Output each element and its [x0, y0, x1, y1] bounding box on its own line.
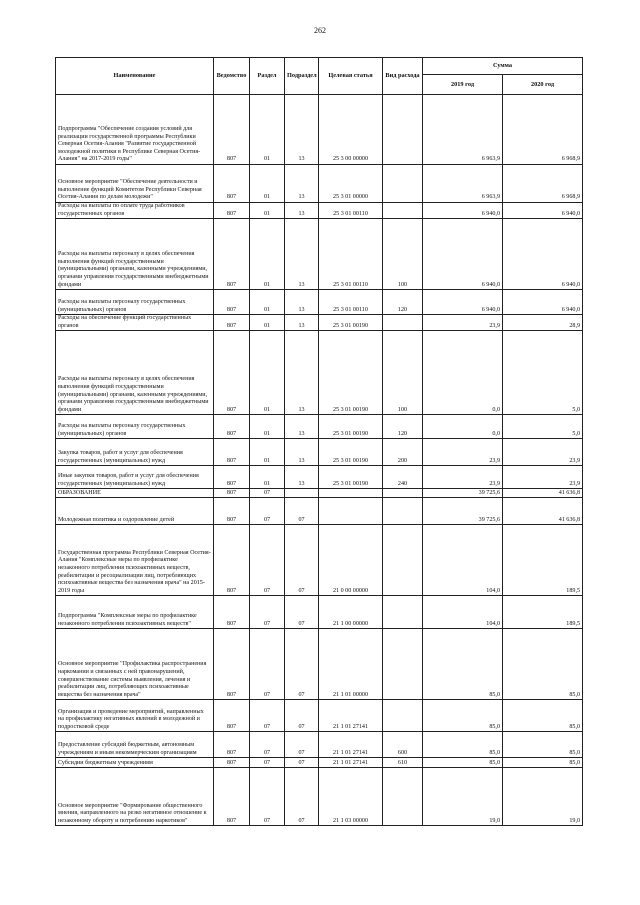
row-section: 01: [250, 203, 285, 219]
row-expense-type: [383, 489, 423, 498]
row-value-2020: 23,9: [503, 466, 583, 489]
row-name: Расходы на выплаты персоналу государственных (муниципальных) органов: [56, 290, 214, 315]
row-expense-type: [383, 203, 423, 219]
table-row: [56, 315, 583, 331]
row-value-2020: 85,0: [503, 758, 583, 768]
row-section: 07: [250, 768, 285, 826]
row-section: 07: [250, 732, 285, 758]
row-subsection: 13: [285, 290, 319, 315]
row-value-2019: 0,0: [423, 331, 503, 415]
row-target: 25 3 01 00000: [319, 165, 383, 203]
row-value-2020: 189,5: [503, 596, 583, 629]
row-target: 25 3 01 00110: [319, 203, 383, 219]
header-name: Наименование: [56, 58, 214, 95]
row-expense-type: 610: [383, 758, 423, 768]
row-value-2020: 6 940,0: [503, 290, 583, 315]
table-row: [56, 596, 583, 629]
table-row: [56, 165, 583, 203]
row-name: Подпрограмма "Обеспечение создания условий для реализации государственной программы Республики Северная Осетия-Алания "Развитие государственной молодежной политики в Республике Северная Осетия-Алания" на 2017-2019 годы": [56, 95, 214, 165]
page-number: 262: [314, 26, 326, 35]
row-value-2020: 5,0: [503, 331, 583, 415]
row-value-2019: 85,0: [423, 629, 503, 700]
row-section: 07: [250, 596, 285, 629]
row-section: 01: [250, 415, 285, 439]
row-name: Расходы на выплаты персоналу в целях обеспечения выполнения функций государственными (муниципальными) органами, казенными учреждениями, органами управления государственными внебюджетными фондами: [56, 219, 214, 290]
row-target: 21 1 03 00000: [319, 768, 383, 826]
row-value-2019: 85,0: [423, 732, 503, 758]
row-section: 01: [250, 331, 285, 415]
row-dept: 807: [214, 290, 250, 315]
row-dept: 807: [214, 700, 250, 732]
row-section: 01: [250, 219, 285, 290]
row-value-2020: 41 636,8: [503, 489, 583, 498]
row-dept: 807: [214, 596, 250, 629]
row-expense-type: [383, 596, 423, 629]
row-expense-type: [383, 315, 423, 331]
row-value-2019: 6 940,0: [423, 290, 503, 315]
table-row: [56, 498, 583, 525]
row-expense-type: [383, 525, 423, 596]
row-section: 07: [250, 758, 285, 768]
row-value-2019: 85,0: [423, 758, 503, 768]
row-dept: 807: [214, 758, 250, 768]
row-value-2020: 28,9: [503, 315, 583, 331]
table-row: [56, 415, 583, 439]
row-target: 21 1 01 27141: [319, 700, 383, 732]
table-body: [56, 95, 583, 826]
row-target: 25 3 00 00000: [319, 95, 383, 165]
row-section: 01: [250, 165, 285, 203]
row-target: [319, 489, 383, 498]
row-expense-type: [383, 768, 423, 826]
row-expense-type: 120: [383, 415, 423, 439]
row-expense-type: [383, 165, 423, 203]
header-target: Целевая статья: [319, 58, 383, 95]
row-name: Расходы на обеспечение функций государственных органов: [56, 315, 214, 331]
row-target: 25 3 01 00190: [319, 315, 383, 331]
header-2020: 2020 год: [503, 75, 583, 95]
table-row: [56, 525, 583, 596]
row-dept: 807: [214, 165, 250, 203]
row-name: Закупка товаров, работ и услуг для обеспечения государственных (муниципальных) нужд: [56, 439, 214, 466]
row-subsection: 07: [285, 768, 319, 826]
row-expense-type: [383, 629, 423, 700]
table-row: [56, 219, 583, 290]
row-name: Основное мероприятие "Профилактика распространения наркомании и связанных с ней правонарушений, совершенствование системы выявления, лечения и реабилитации лиц, потребляющих психоактивные вещества без назначения врача": [56, 629, 214, 700]
row-expense-type: 200: [383, 439, 423, 466]
row-subsection: 07: [285, 758, 319, 768]
row-subsection: 13: [285, 331, 319, 415]
row-target: 25 3 01 00190: [319, 415, 383, 439]
row-dept: 807: [214, 489, 250, 498]
row-name: Государственная программа Республики Северная Осетия-Алания "Комплексные меры по профилактике незаконного потребления психоактивных веществ, реабилитации и ресоциализации лиц, потребляющих психоактивные вещества без назначения врача" на 2015-2019 годы: [56, 525, 214, 596]
row-section: 07: [250, 629, 285, 700]
row-value-2019: 0,0: [423, 415, 503, 439]
row-dept: 807: [214, 768, 250, 826]
row-value-2019: 104,0: [423, 596, 503, 629]
row-subsection: 07: [285, 596, 319, 629]
table-row: [56, 439, 583, 466]
row-subsection: 13: [285, 439, 319, 466]
header-expense-type: Вид расхода: [383, 58, 423, 95]
row-target: 21 1 01 27141: [319, 758, 383, 768]
row-target: [319, 498, 383, 525]
row-section: 07: [250, 489, 285, 498]
row-value-2019: 6 940,0: [423, 203, 503, 219]
table-row: [56, 331, 583, 415]
budget-table: [55, 57, 583, 826]
row-dept: 807: [214, 219, 250, 290]
row-target: 25 3 01 00190: [319, 439, 383, 466]
row-expense-type: 100: [383, 331, 423, 415]
row-dept: 807: [214, 331, 250, 415]
table-row: [56, 629, 583, 700]
row-expense-type: 240: [383, 466, 423, 489]
row-section: 01: [250, 466, 285, 489]
row-target: 21 1 01 27141: [319, 732, 383, 758]
row-subsection: 13: [285, 315, 319, 331]
row-section: 07: [250, 525, 285, 596]
row-name: Предоставление субсидий бюджетным, автономным учреждениям и иным некоммерческим организациям: [56, 732, 214, 758]
row-section: 07: [250, 498, 285, 525]
header-2019: 2019 год: [423, 75, 503, 95]
row-name: Организация и проведение мероприятий, направленных на профилактику негативных явлений в молодежной и подростковой среде: [56, 700, 214, 732]
row-subsection: 13: [285, 165, 319, 203]
row-value-2019: 6 963,9: [423, 165, 503, 203]
row-target: 25 3 01 00110: [319, 290, 383, 315]
row-value-2020: 85,0: [503, 629, 583, 700]
row-value-2019: 39 725,6: [423, 498, 503, 525]
row-value-2019: 6 940,0: [423, 219, 503, 290]
row-target: 21 1 01 00000: [319, 629, 383, 700]
table-row: [56, 758, 583, 768]
row-subsection: 13: [285, 95, 319, 165]
row-name: Подпрограмма "Комплексные меры по профилактике незаконного потребления психоактивных веществ": [56, 596, 214, 629]
row-value-2020: 6 968,9: [503, 165, 583, 203]
header-subsection: Подраздел: [285, 58, 319, 95]
table-row: [56, 700, 583, 732]
table-row: [56, 466, 583, 489]
row-dept: 807: [214, 498, 250, 525]
row-value-2019: 19,0: [423, 768, 503, 826]
row-target: 21 1 00 00000: [319, 596, 383, 629]
table-row: [56, 732, 583, 758]
row-dept: 807: [214, 466, 250, 489]
table-row: [56, 768, 583, 826]
row-value-2019: 23,9: [423, 315, 503, 331]
table-row: [56, 203, 583, 219]
row-name: ОБРАЗОВАНИЕ: [56, 489, 214, 498]
row-subsection: [285, 489, 319, 498]
row-target: 25 3 01 00190: [319, 466, 383, 489]
row-dept: 807: [214, 525, 250, 596]
row-name: Субсидии бюджетным учреждениям: [56, 758, 214, 768]
row-dept: 807: [214, 439, 250, 466]
row-value-2020: 85,0: [503, 732, 583, 758]
row-section: 07: [250, 700, 285, 732]
row-value-2020: 41 636,8: [503, 498, 583, 525]
row-name: Расходы на выплаты по оплате труда работников государственных органов: [56, 203, 214, 219]
row-name: Молодежная политика и оздоровление детей: [56, 498, 214, 525]
row-name: Расходы на выплаты персоналу в целях обеспечения выполнения функций государственными (муниципальными) органами, казенными учреждениями, органами управления государственными внебюджетными фондами: [56, 331, 214, 415]
row-expense-type: [383, 498, 423, 525]
row-value-2019: 23,9: [423, 439, 503, 466]
row-value-2019: 23,9: [423, 466, 503, 489]
row-subsection: 07: [285, 525, 319, 596]
row-dept: 807: [214, 315, 250, 331]
row-value-2020: 6 940,0: [503, 203, 583, 219]
row-name: Основное мероприятие "Обеспечение деятельности и выполнение функций Комитетом Республики Северная Осетия-Алания по делам молодежи": [56, 165, 214, 203]
row-target: 25 3 01 00190: [319, 331, 383, 415]
table-row: [56, 290, 583, 315]
row-value-2019: 104,0: [423, 525, 503, 596]
row-section: 01: [250, 315, 285, 331]
row-subsection: 07: [285, 498, 319, 525]
row-dept: 807: [214, 203, 250, 219]
row-subsection: 07: [285, 732, 319, 758]
row-expense-type: 600: [383, 732, 423, 758]
header-sum: Сумма: [423, 58, 583, 75]
row-expense-type: [383, 700, 423, 732]
row-dept: 807: [214, 732, 250, 758]
row-name: Основное мероприятие "Формирование общественного мнения, направленного на резко негативное отношение к незаконному обороту и потреблению наркотиков": [56, 768, 214, 826]
row-value-2020: 85,0: [503, 700, 583, 732]
row-subsection: 07: [285, 629, 319, 700]
table-row: [56, 489, 583, 498]
row-dept: 807: [214, 629, 250, 700]
row-subsection: 13: [285, 466, 319, 489]
row-value-2020: 6 968,9: [503, 95, 583, 165]
row-value-2020: 5,0: [503, 415, 583, 439]
row-target: 21 0 00 00000: [319, 525, 383, 596]
row-value-2019: 39 725,6: [423, 489, 503, 498]
row-value-2020: 189,5: [503, 525, 583, 596]
header-dept: Ведомство: [214, 58, 250, 95]
row-section: 01: [250, 439, 285, 466]
row-subsection: 13: [285, 203, 319, 219]
row-dept: 807: [214, 415, 250, 439]
row-expense-type: 100: [383, 219, 423, 290]
row-expense-type: [383, 95, 423, 165]
row-value-2020: 23,9: [503, 439, 583, 466]
row-dept: 807: [214, 95, 250, 165]
row-subsection: 07: [285, 700, 319, 732]
row-subsection: 13: [285, 415, 319, 439]
row-value-2019: 85,0: [423, 700, 503, 732]
table-row: [56, 95, 583, 165]
row-target: 25 3 01 00110: [319, 219, 383, 290]
row-value-2020: 19,0: [503, 768, 583, 826]
header-section: Раздел: [250, 58, 285, 95]
row-value-2019: 6 963,9: [423, 95, 503, 165]
row-subsection: 13: [285, 219, 319, 290]
row-name: Расходы на выплаты персоналу государственных (муниципальных) органов: [56, 415, 214, 439]
row-expense-type: 120: [383, 290, 423, 315]
row-section: 01: [250, 95, 285, 165]
row-name: Иные закупки товаров, работ и услуг для обеспечения государственных (муниципальных) нужд: [56, 466, 214, 489]
row-value-2020: 6 940,0: [503, 219, 583, 290]
row-section: 01: [250, 290, 285, 315]
